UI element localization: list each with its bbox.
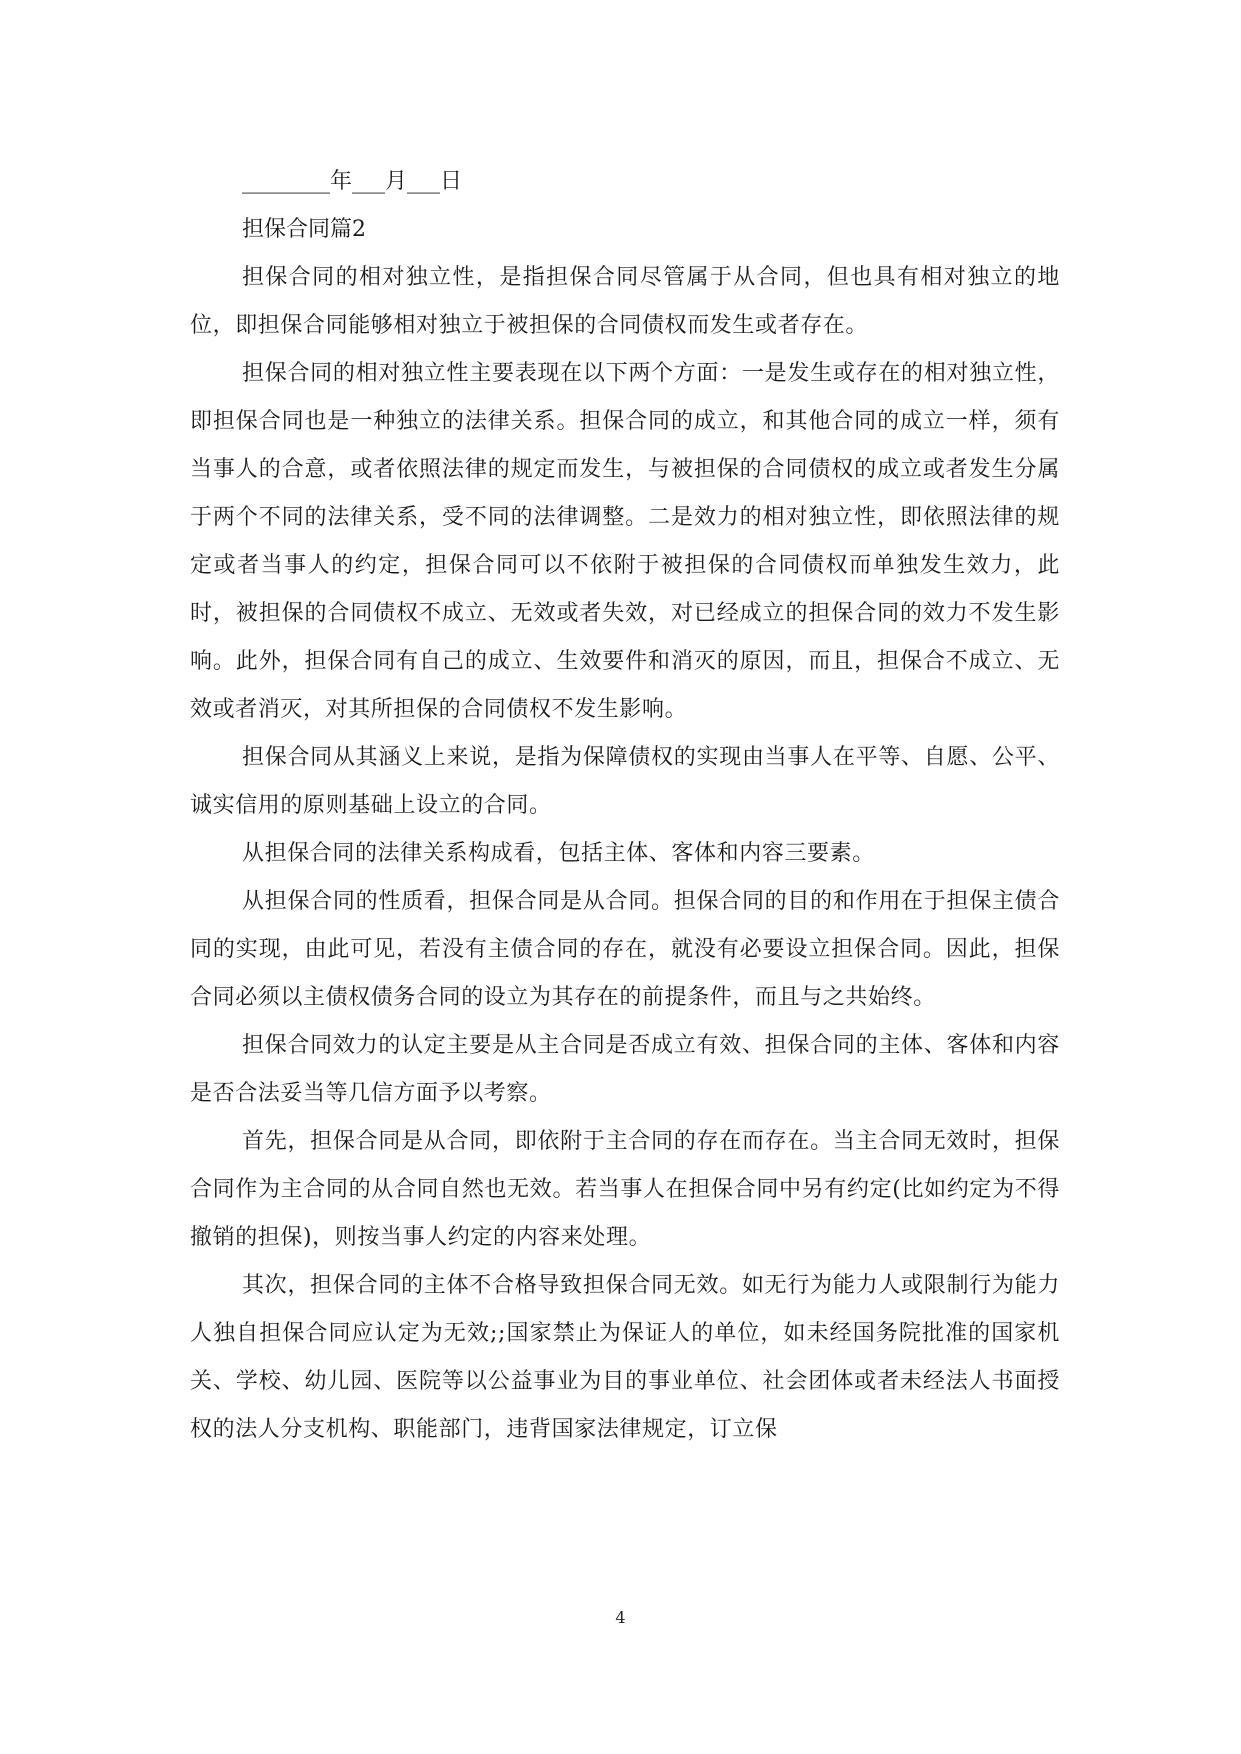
paragraph-7: 首先，担保合同是从合同，即依附于主合同的存在而存在。当主合同无效时，担保合同作为主合同的从合同自然也无效。若当事人在担保合同中另有约定(比如约定为不得撤销的担保)，则按当事人约定的内容来处理。 (190, 1129, 1060, 1250)
paragraph-4: 从担保合同的法律关系构成看，包括主体、客体和内容三要素。 (242, 841, 875, 866)
paragraph-1: 担保合同的相对独立性，是指担保合同尽管属于从合同，但也具有相对独立的地位，即担保合同能够相对独立于被担保的合同债权而发生或者存在。 (190, 265, 1060, 338)
date-line: ________年___月___日 (242, 169, 463, 194)
paragraph-8: 其次，担保合同的主体不合格导致担保合同无效。如无行为能力人或限制行为能力人独自担保合同应认定为无效;;国家禁止为保证人的单位，如未经国务院批准的国家机关、学校、幼儿园、医院等以公益事业为目的事业单位、社会团体或者未经法人书面授权的法人分支机构、职能部门，违背国家法律规定，订立保 (190, 1273, 1060, 1442)
paragraph-6: 担保合同效力的认定主要是从主合同是否成立有效、担保合同的主体、客体和内容是否合法妥当等几信方面予以考察。 (190, 1033, 1060, 1106)
paragraph-2: 担保合同的相对独立性主要表现在以下两个方面：一是发生或存在的相对独立性，即担保合同也是一种独立的法律关系。担保合同的成立，和其他合同的成立一样，须有当事人的合意，或者依照法律的规定而发生，与被担保的合同债权的成立或者发生分属于两个不同的法律关系，受不同的法律调整。二是效力的相对独立性，即依照法律的规定或者当事人的约定，担保合同可以不依附于被担保的合同债权而单独发生效力，此时，被担保的合同债权不成立、无效或者失效，对已经成立的担保合同的效力不发生影响。此外，担保合同有自己的成立、生效要件和消灭的原因，而且，担保合不成立、无效或者消灭，对其所担保的合同债权不发生影响。 (190, 361, 1060, 722)
section-title: 担保合同篇2 (242, 217, 366, 242)
paragraph-3: 担保合同从其涵义上来说，是指为保障债权的实现由当事人在平等、自愿、公平、诚实信用的原则基础上设立的合同。 (190, 745, 1060, 818)
document-page (190, 158, 1060, 1454)
paragraph-5: 从担保合同的性质看，担保合同是从合同。担保合同的目的和作用在于担保主债合同的实现，由此可见，若没有主债合同的存在，就没有必要设立担保合同。因此，担保合同必须以主债权债务合同的设立为其存在的前提条件，而且与之共始终。 (190, 889, 1060, 1010)
page-number: 4 (615, 1608, 626, 1627)
